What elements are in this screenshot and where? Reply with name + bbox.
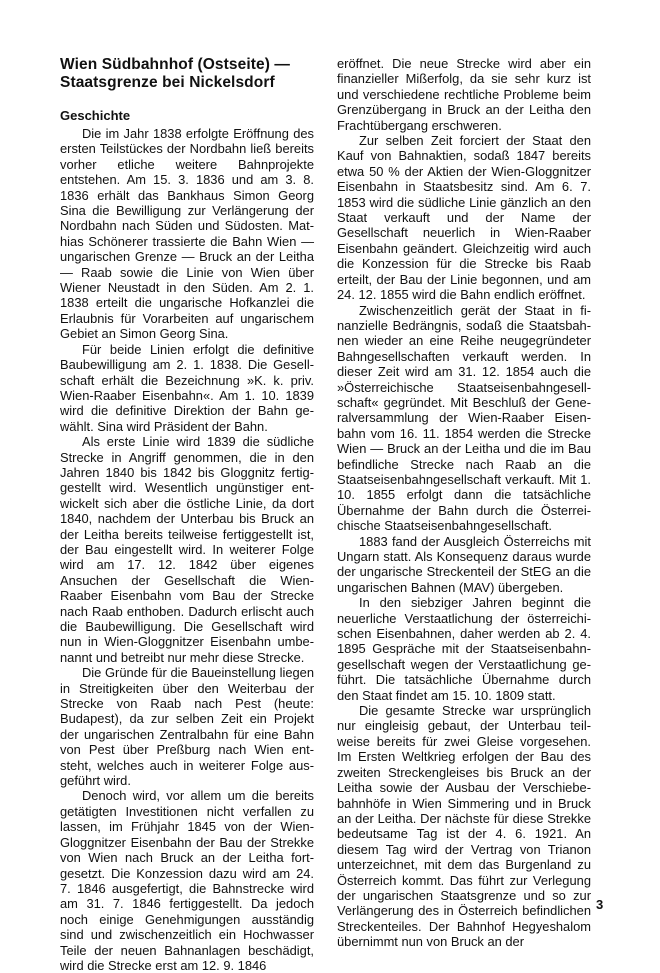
paragraph: Denoch wird, vor allem um die bereits getätigten Investitionen nicht verfallen zu lassen, im Frühjahr 1845 von der Wien-Gloggnitzer Eisenbahn der Bau der Strekke von Wien nach Bruck an der Leitha fortgesetzt. Die Konzession dazu wird am 24. 7. 1846 ausgefertigt, die Bahnstrecke wird am 31. 7. 1846 fertiggestellt. Da jedoch noch einige Genehmigungen ausständig sind und zwischenzeitlich ein Hochwasser Teile der neuen Bahnanlagen beschädigt, wird die Strecke erst am 12. 9. 1846 bbox=[60, 788, 314, 973]
paragraph: Die Gründe für die Baueinstellung liegen in Streitigkeiten über den Weiterbau der Strecke von Raab nach Pest (heute: Budapest), da zur selben Zeit ein Projekt der ungarischen Zentralbahn für eine Bahn von Pest über Preßburg nach Wien entsteht, welches auch in weiterer Folge ausgeführt wird. bbox=[60, 665, 314, 789]
paragraph: In den siebziger Jahren beginnt die neuerliche Verstaatlichung der österreichischen Eisenbahnen, daher werden ab 2. 4. 1895 Gespräche mit der Staatseisenbahngesellschaft wegen der Verstaatlichung geführt. Die tatsächliche Übernahme durch den Staat findet am 15. 10. 1809 statt. bbox=[337, 595, 591, 703]
article-title: Wien Südbahnhof (Ostseite) — Staatsgrenze bei Nickelsdorf bbox=[60, 56, 290, 91]
paragraph: Zur selben Zeit forciert der Staat den Kauf von Bahnaktien, sodaß 1847 bereits etwa 50 % der Aktien der Wien-Gloggnitzer Eisenbahn in Staatsbesitz sind. Am 6. 7. 1853 wird die südliche Linie gänzlich an den Staat verkauft und der Name der Gesellschaft neuerlich in Wien-Raaber Eisenbahn geändert. Gleichzeitig wird auch die Konzession für die Strecke bis Raab erteilt, der Bau der Linie begonnen, und am 24. 12. 1855 wird die Bahn endlich eröffnet. bbox=[337, 133, 591, 303]
paragraph: Zwischenzeitlich gerät der Staat in finanzielle Bedrängnis, sodaß die Staatsbahnen wieder an eine Reihe neugegründeter Bahngesellschaften verkauft werden. In dieser Zeit wird am 31. 12. 1854 auch die »Österreichische Staatseisenbahngesellschaft« gegründet. Mit Beschluß der Generalversammlung der Wien-Raaber Eisenbahn vom 16. 11. 1854 werden die Strecke Wien — Bruck an der Leitha und die im Bau befindliche Strecke nach Raab an die Staatseisenbahngesellschaft verkauft. Mit 1. 10. 1855 erfolgt dann die tatsächliche Übernahme der Bahn durch die Österreichische Staatseisenbahngesellschaft. bbox=[337, 302, 591, 534]
paragraph-continued: eröffnet. Die neue Strecke wird aber ein finanzieller Mißerfolg, da sie sehr kurz ist und verschiedene rechtliche Probleme beim Grenzübergang in Bruck an der Leitha den Frachtübergang erschweren. bbox=[337, 56, 591, 133]
paragraph: Als erste Linie wird 1839 die südliche Strecke in Angriff genommen, die in den Jahren 1840 bis 1842 bis Gloggnitz fertiggestellt wird. Wesentlich ungünstiger entwickelt sich aber die östliche Linie, da dort 1840, nachdem der Unterbau bis Bruck an der Leitha bereits teilweise fertiggestellt ist, der Bau eingestellt wird. In weiterer Folge wird am 17. 12. 1842 über eigenes Ansuchen der Gesellschaft die Wien-Raaber Eisenbahn vom Bau der Strecke nach Raab enthoben. Dadurch erlischt auch die Baubewilligung. Die Gesellschaft wird nun in Wien-Gloggnitzer Eisenbahn umbenannt und betreibt nur mehr diese Strecke. bbox=[60, 434, 314, 665]
left-column bbox=[60, 56, 314, 973]
paragraph: 1883 fand der Ausgleich Österreichs mit Ungarn statt. Als Konsequenz daraus wurde der ungarische Streckenteil der StEG an die ungarischen Bahnen (MAV) übergeben. bbox=[337, 533, 591, 595]
section-heading: Geschichte bbox=[60, 108, 131, 123]
paragraph: Für beide Linien erfolgt die definitive Baubewilligung am 2. 1. 1838. Die Gesellschaft erhält die Bezeichnung »K. k. priv. Wien-Raaber Eisenbahn«. Am 1. 10. 1839 wird die definitive Direktion der Bahn gewählt. Sina wird Präsident der Bahn. bbox=[60, 341, 314, 434]
right-column bbox=[337, 56, 591, 950]
page-number: 3 bbox=[596, 897, 604, 912]
paragraph: Die im Jahr 1838 erfolgte Eröffnung des ersten Teilstückes der Nordbahn ließ bereits vorher etliche weitere Bahnprojekte entstehen. Am 15. 3. 1836 und am 3. 8. 1836 erhält das Bankhaus Simon Georg Sina die Bewilligung zur Verlängerung der Nordbahn nach Süden und Südosten. Mathias Schönerer trassierte die Bahn Wien — ungarischen Grenze — Bruck an der Leitha — Raab sowie die Linie von Wien über Wiener Neustadt in den Süden. Am 2. 1. 1838 erteilt die ungarische Hofkanzlei die Erlaubnis für Vorarbeiten auf ungarischem Gebiet an Simon Georg Sina. bbox=[60, 126, 314, 342]
paragraph: Die gesamte Strecke war ursprünglich nur eingleisig gebaut, der Unterbau teilweise bereits für zwei Gleise vorgesehen. Im Ersten Weltkrieg erfolgen der Bau des zweiten Streckengleises bis Bruck an der Leitha sowie der Ausbau der Verschiebebahnhöfe in Wien Simmering und in Bruck an der Leitha. Der nächste für diese Strekke bedeutsame Tag ist der 4. 6. 1921. An diesem Tag wird der Vertrag von Trianon unterzeichnet, mit dem das Burgenland zu Österreich kommt. Das führt zur Verlegung der ungarischen Staatsgrenze und so zur Verlängerung des in Österreich befindlichen Streckenteiles. Der Bahnhof Hegyeshalom übernimmt nun von Bruck an der bbox=[337, 703, 591, 950]
